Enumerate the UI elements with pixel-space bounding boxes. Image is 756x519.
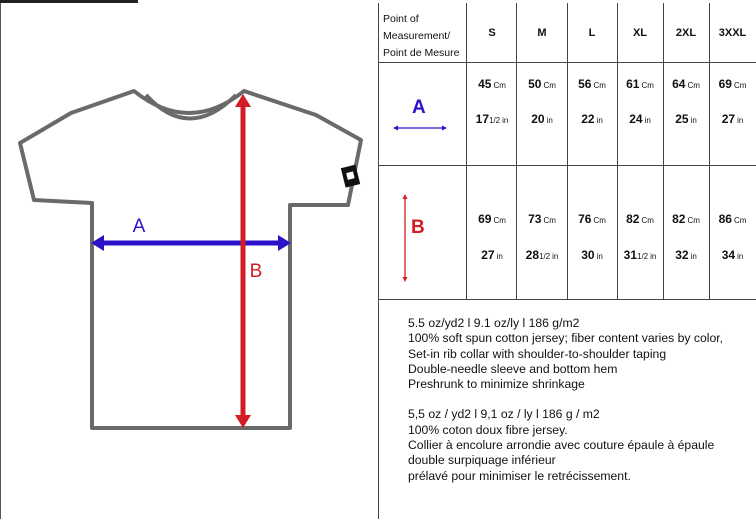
measure-cell-cm (663, 75, 709, 93)
measure-value: 34 (721, 248, 736, 262)
measure-cell-cm (517, 210, 567, 228)
width-arrow-icon (392, 122, 452, 136)
measure-unit: in (644, 116, 651, 125)
row-b-letter: B (411, 217, 425, 238)
measure-unit: Cm (687, 81, 700, 90)
measure-value: 56 (578, 77, 592, 91)
measure-unit: in (596, 252, 603, 261)
size-chart-table (379, 3, 756, 300)
measure-value: 50 (528, 77, 542, 91)
specs-french (408, 407, 753, 483)
measure-unit: Cm (733, 81, 747, 90)
spec-line: Set-in rib collar with shoulder-to-shoulder taping (408, 346, 667, 361)
label-a: A (132, 216, 146, 237)
spec-line: Collier à encolure arrondie avec couture épaule à épaule (408, 438, 715, 453)
measure-value: 27 (481, 248, 495, 262)
fabric-specs (408, 316, 753, 484)
measure-unit: Cm (543, 81, 556, 90)
measure-unit: in (596, 116, 603, 125)
measure-unit: Cm (493, 216, 506, 225)
measure-value: 20 (531, 112, 545, 126)
size-header-2xl: 2XL (675, 27, 697, 39)
measure-cell-cm (467, 210, 517, 228)
measure-value: 69 (718, 77, 732, 91)
measure-unit: in (737, 252, 744, 261)
measure-unit: Cm (493, 81, 506, 90)
measure-cell-inch (709, 246, 756, 264)
measurement-header (383, 11, 467, 62)
measure-value: 82 (626, 212, 640, 226)
spec-line: Preshrunk to minimize shrinkage (408, 377, 585, 392)
measure-value: 22 (581, 112, 595, 126)
measure-cell-cm (709, 75, 756, 93)
measure-cell-inch (467, 110, 517, 128)
spec-line: 100% soft spun cotton jersey; fiber content varies by color, (408, 331, 724, 346)
measure-value: 31 (623, 248, 637, 262)
measure-unit: in (552, 252, 559, 261)
measure-unit: Cm (733, 216, 747, 225)
measure-fraction: 1/2 (539, 252, 551, 261)
size-header-m: M (537, 27, 547, 39)
spec-line: double surpiquage inférieur (408, 453, 556, 468)
measure-unit: in (737, 116, 744, 125)
spec-line: 5.5 oz/yd2 l 9.1 oz/ly l 186 g/m2 (408, 316, 580, 330)
measure-cell-inch (617, 246, 663, 264)
measure-unit: Cm (543, 216, 556, 225)
measure-value: 28 (525, 248, 539, 262)
measure-value: 45 (478, 77, 492, 91)
tshirt-outline (20, 91, 361, 428)
measure-unit: in (650, 252, 657, 261)
measure-value: 82 (672, 212, 686, 226)
measure-cell-inch (467, 246, 517, 264)
measure-value: 86 (718, 212, 732, 226)
size-header-3xxl: 3XXL (718, 27, 747, 39)
measure-value: 69 (478, 212, 492, 226)
measure-value: 64 (672, 77, 686, 91)
measure-cell-inch (567, 246, 617, 264)
measure-cell-inch (617, 110, 663, 128)
measure-value: 30 (581, 248, 595, 262)
measure-cell-cm (567, 75, 617, 93)
measure-fraction: 1/2 (489, 116, 501, 125)
measure-cell-cm (617, 210, 663, 228)
measure-value: 76 (578, 212, 592, 226)
length-arrow-icon (398, 193, 412, 283)
row-b-label (393, 193, 443, 283)
measure-unit: in (690, 116, 697, 125)
measurement-header-line: Measurement/ (383, 30, 451, 42)
measure-unit: in (496, 252, 503, 261)
measure-cell-inch (567, 110, 617, 128)
measure-cell-cm (663, 210, 709, 228)
measure-cell-inch (663, 110, 709, 128)
row-a-label (389, 97, 449, 137)
measurement-header-line: Point de Mesure (383, 47, 460, 59)
measurement-header-line: Point of (383, 13, 419, 25)
measure-unit: Cm (593, 216, 606, 225)
size-header-l: L (588, 27, 596, 39)
measure-cell-cm (617, 75, 663, 93)
measure-value: 73 (528, 212, 542, 226)
measure-cell-inch (709, 110, 756, 128)
specs-english (408, 316, 753, 392)
measure-value: 25 (675, 112, 689, 126)
spec-line: prélavé pour minimiser le retrécissement. (408, 468, 631, 483)
size-header-s: S (488, 27, 496, 39)
measure-unit: in (690, 252, 697, 261)
spec-line: Double-needle sleeve and bottom hem (408, 361, 618, 376)
spec-line: 100% coton doux fibre jersey. (408, 422, 568, 437)
measure-value: 32 (675, 248, 689, 262)
measure-unit: Cm (593, 81, 606, 90)
measure-cell-inch (663, 246, 709, 264)
spec-line: 5,5 oz / yd2 l 9,1 oz / ly l 186 g / m2 (408, 407, 600, 422)
measure-unit: Cm (641, 216, 654, 225)
measure-value: 61 (626, 77, 640, 91)
measure-cell-inch (517, 110, 567, 128)
measure-cell-cm (517, 75, 567, 93)
measure-cell-cm (467, 75, 517, 93)
measure-cell-cm (567, 210, 617, 228)
measure-unit: Cm (687, 216, 700, 225)
size-header-xl: XL (632, 27, 648, 39)
measure-cell-cm (709, 210, 756, 228)
measure-unit: in (502, 116, 509, 125)
label-b: B (249, 261, 263, 282)
measure-unit: in (546, 116, 553, 125)
measure-value: 24 (629, 112, 643, 126)
row-a-letter: A (412, 97, 426, 118)
measure-value: 27 (721, 112, 736, 126)
measure-fraction: 1/2 (637, 252, 649, 261)
measure-unit: Cm (641, 81, 654, 90)
measure-cell-inch (517, 246, 567, 264)
measure-value: 17 (475, 112, 489, 126)
